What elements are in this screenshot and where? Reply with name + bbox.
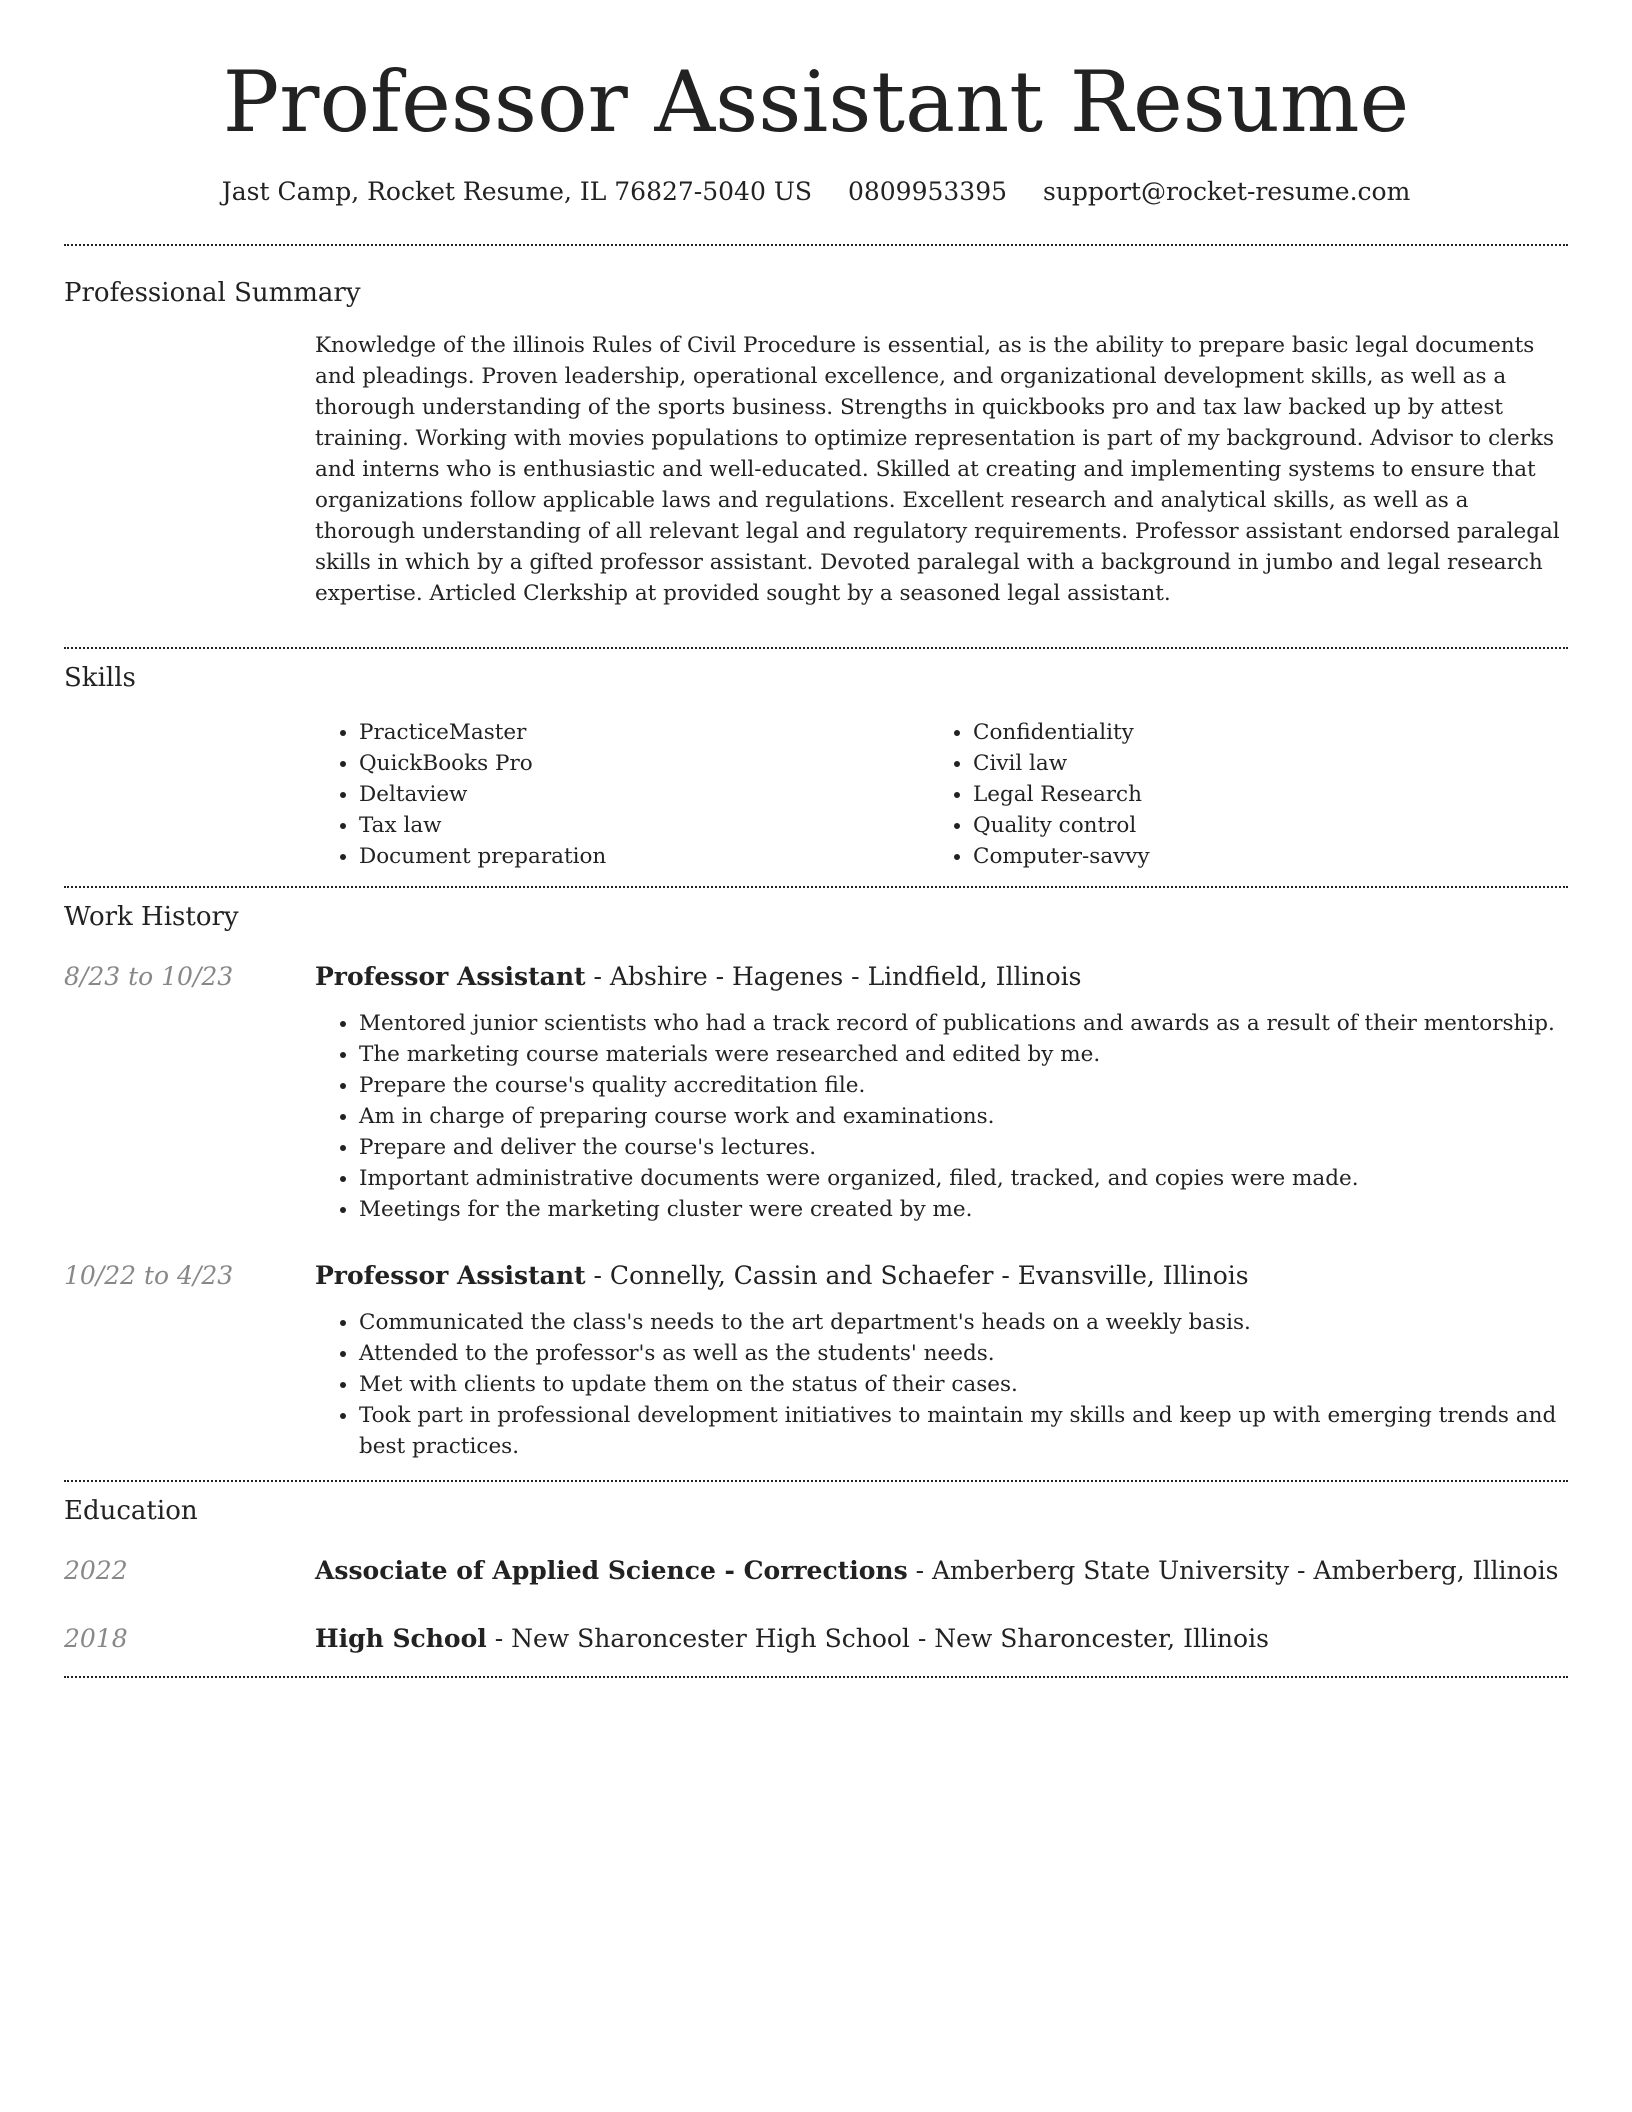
job-bullet: • Prepare and deliver the course's lectures. [359,1132,1568,1163]
education-degree: Associate of Applied Science - Corrections [315,1555,908,1585]
job-date: 8/23 to 10/23 [64,961,234,991]
contact-address: Jast Camp, Rocket Resume, IL 76827-5040 US [221,177,813,206]
contact-phone: 0809953395 [847,177,1008,206]
skills-column-right [929,717,1543,872]
job-bullet: • Met with clients to update them on the status of their cases. [359,1369,1568,1400]
summary-text: Knowledge of the illinois Rules of Civil Procedure is essential, as is the ability to prepare basic legal documents and pleadings. Proven leadership, operational excellence, and organizational development skills, as well as a thorough understanding of the sports business. Strengths in quickbooks pro and tax law backed up by attest training. Working with movies populations to optimize representation is part of my background. Advisor to clerks and interns who is enthusiastic and well-educated. Skilled at creating and implementing systems to ensure that organizations follow applicable laws and regulations. Excellent research and analytical skills, as well as a thorough understanding of all relevant legal and regulatory requirements. Professor assistant endorsed paralegal skills in which by a gifted professor assistant. Devoted paralegal with a background in jumbo and legal research expertise. Articled Clerkship at provided sought by a seasoned legal assistant. [315,333,1560,606]
job-bullet: • Prepare the course's quality accreditation file. [359,1070,1568,1101]
skill-item: • Tax law [359,810,929,841]
education-degree: High School [315,1623,487,1653]
summary-section [64,246,1568,625]
job-bullet: • Took part in professional development initiatives to maintain my skills and keep up with emerging trends and best practices. [359,1400,1568,1462]
education-school: - New Sharoncester High School - New Sharoncester, Illinois [486,1623,1269,1653]
page-title: Professor Assistant Resume [222,53,1410,151]
education-heading [315,1622,1269,1656]
job-entry [64,1259,1568,1462]
education-heading [315,1554,1558,1588]
skills-section [64,649,1568,886]
education-school: - Amberberg State University - Amberberg, Illinois [907,1555,1559,1585]
education-entry [64,1554,1568,1588]
job-bullet: • Important administrative documents were organized, filed, tracked, and copies were made. [359,1163,1568,1194]
skill-item: • QuickBooks Pro [359,748,929,779]
skill-item: • Computer-savvy [973,841,1543,872]
education-year: 2022 [64,1555,128,1585]
resume-page [64,0,1568,1678]
work-section [64,888,1568,1480]
skill-item: • Quality control [973,810,1543,841]
section-title-summary: Professional Summary [64,278,361,308]
job-bullet: • The marketing course materials were researched and edited by me. [359,1039,1568,1070]
job-bullet: • Meetings for the marketing cluster were created by me. [359,1194,1568,1225]
job-bullets [315,1008,1568,1225]
job-title: Professor Assistant [315,961,586,991]
job-bullet: • Communicated the class's needs to the art department's heads on a weekly basis. [359,1307,1568,1338]
skill-item: • Deltaview [359,779,929,810]
skill-item: • PracticeMaster [359,717,929,748]
job-employer: - Connelly, Cassin and Schaefer - Evansville, Illinois [585,1260,1249,1290]
divider [64,1676,1568,1678]
section-title-work: Work History [64,901,239,932]
job-bullet: • Attended to the professor's as well as the students' needs. [359,1338,1568,1369]
job-entry [64,960,1568,1225]
job-employer: - Abshire - Hagenes - Lindfield, Illinois [585,961,1082,991]
section-title-education: Education [64,1495,198,1526]
education-section [64,1482,1568,1676]
job-bullet: • Mentored junior scientists who had a track record of publications and awards as a result of their mentorship. [359,1008,1568,1039]
job-title: Professor Assistant [315,1260,586,1290]
job-heading [315,960,1568,994]
education-entry [64,1622,1568,1656]
education-year: 2018 [64,1623,128,1653]
skill-item: • Civil law [973,748,1543,779]
contact-email: support@rocket-resume.com [1042,177,1411,206]
skill-item: • Confidentiality [973,717,1543,748]
skills-column-left [315,717,929,872]
job-date: 10/22 to 4/23 [64,1260,234,1290]
skill-item: • Document preparation [359,841,929,872]
job-bullet: • Am in charge of preparing course work and examinations. [359,1101,1568,1132]
skill-item: • Legal Research [973,779,1543,810]
skills-list [315,717,1568,886]
contact-line [64,172,1568,212]
job-bullets [315,1307,1568,1462]
job-heading [315,1259,1568,1293]
section-title-skills: Skills [64,662,136,693]
